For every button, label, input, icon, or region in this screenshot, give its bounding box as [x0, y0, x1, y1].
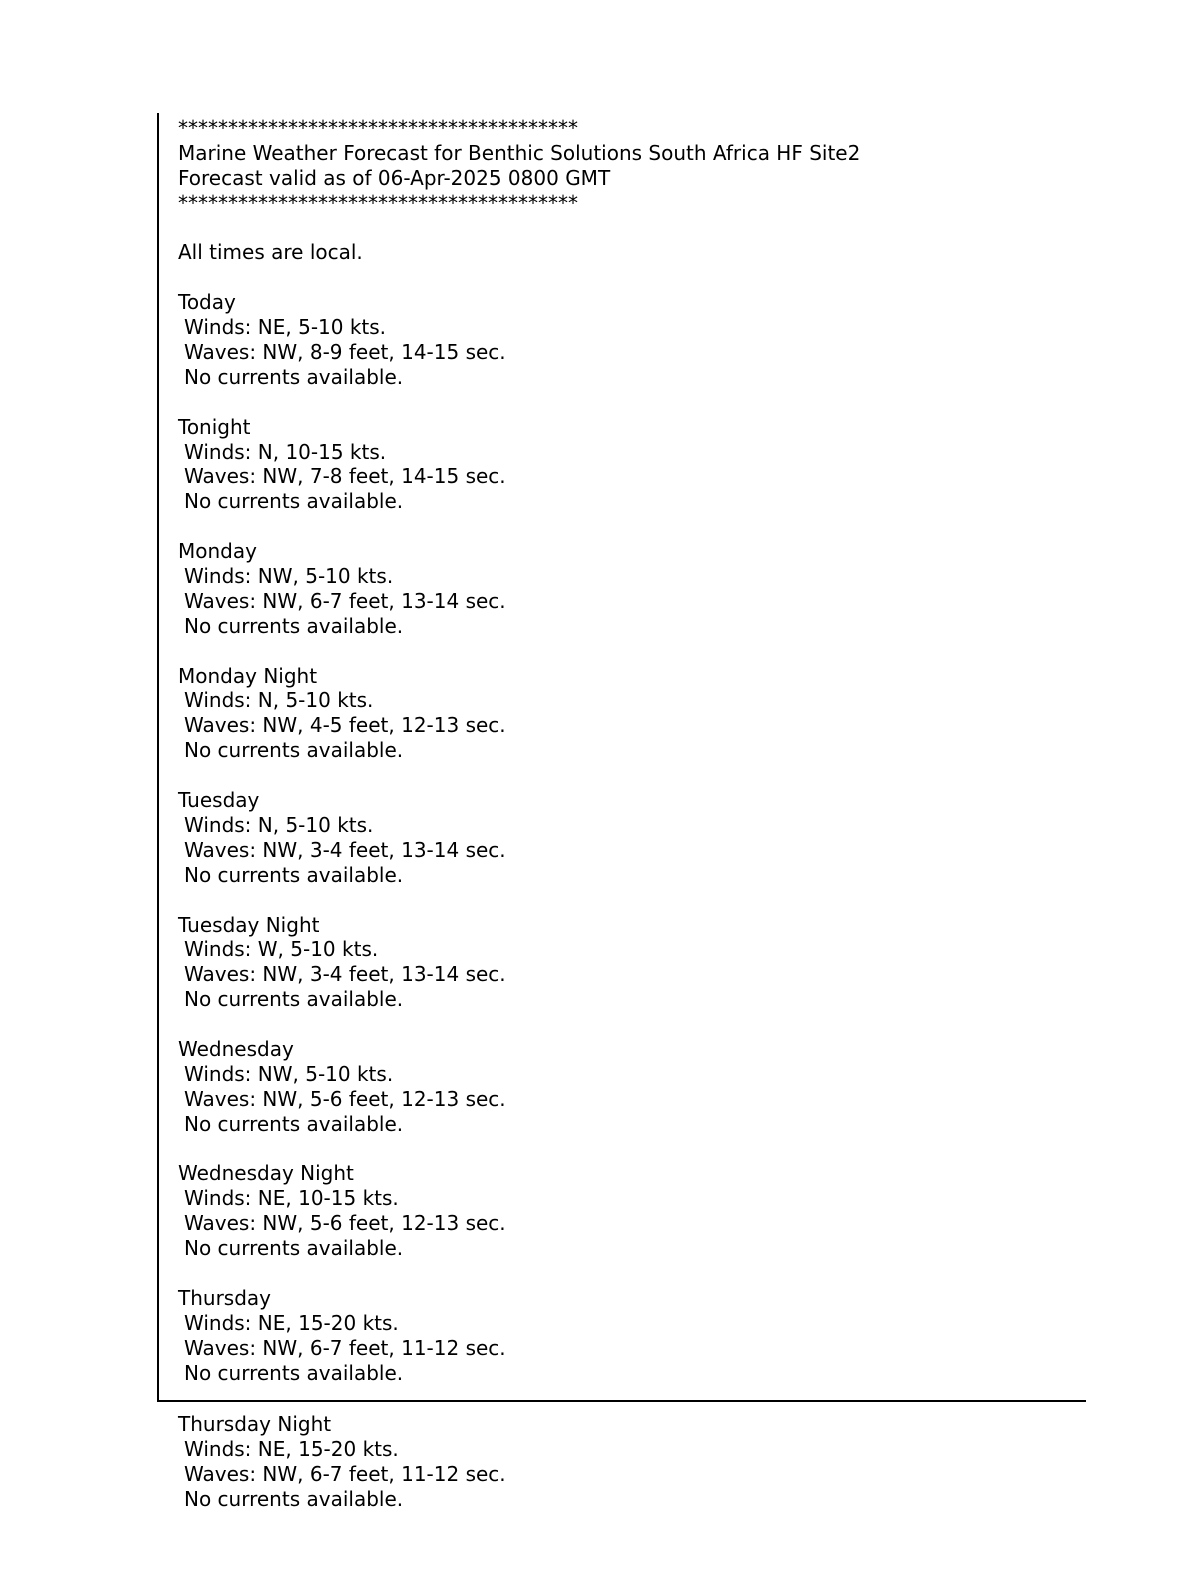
forecast-day-label: Wednesday — [178, 1036, 294, 1061]
forecast-section — [178, 788, 1086, 888]
forecast-waves: Waves: NW, 3-4 feet, 13-14 sec. — [184, 837, 506, 862]
forecast-winds: Winds: N, 5-10 kts. — [184, 812, 374, 837]
forecast-waves: Waves: NW, 6-7 feet, 11-12 sec. — [184, 1335, 506, 1360]
forecast-day-label: Thursday — [178, 1285, 271, 1310]
forecast-section — [178, 664, 1086, 764]
forecast-currents: No currents available. — [184, 489, 404, 514]
blank-line — [178, 265, 1086, 290]
forecast-waves: Waves: NW, 3-4 feet, 13-14 sec. — [184, 962, 506, 987]
forecast-sections-page2 — [178, 1412, 506, 1512]
times-note: All times are local. — [178, 240, 363, 265]
forecast-currents: No currents available. — [184, 613, 404, 638]
forecast-section — [178, 1286, 1086, 1386]
forecast-day-label: Monday — [178, 539, 257, 564]
forecast-currents: No currents available. — [184, 1360, 404, 1385]
forecast-waves: Waves: NW, 7-8 feet, 14-15 sec. — [184, 464, 506, 489]
forecast-currents: No currents available. — [184, 1111, 404, 1136]
forecast-day-label: Wednesday Night — [178, 1161, 354, 1186]
forecast-day-label: Monday Night — [178, 663, 318, 688]
forecast-section — [178, 913, 1086, 1013]
forecast-winds: Winds: NE, 15-20 kts. — [184, 1310, 399, 1335]
forecast-day-label: Today — [178, 290, 236, 315]
forecast-day-label: Thursday Night — [178, 1412, 332, 1436]
forecast-section — [178, 1037, 1086, 1137]
forecast-section — [178, 1161, 1086, 1261]
forecast-winds: Winds: NE, 15-20 kts. — [184, 1436, 399, 1461]
forecast-waves: Waves: NW, 6-7 feet, 13-14 sec. — [184, 588, 506, 613]
forecast-currents: No currents available. — [184, 1486, 404, 1511]
forecast-winds: Winds: NE, 5-10 kts. — [184, 315, 387, 340]
forecast-waves: Waves: NW, 8-9 feet, 14-15 sec. — [184, 340, 506, 365]
forecast-section — [178, 290, 1086, 390]
forecast-currents: No currents available. — [184, 738, 404, 763]
forecast-section — [178, 1412, 506, 1512]
forecast-day-label: Tuesday Night — [178, 912, 320, 937]
forecast-waves: Waves: NW, 6-7 feet, 11-12 sec. — [184, 1461, 506, 1486]
forecast-day-label: Tonight — [178, 414, 251, 439]
divider-top: **************************************** — [178, 116, 578, 140]
forecast-currents: No currents available. — [184, 1236, 404, 1261]
forecast-waves: Waves: NW, 5-6 feet, 12-13 sec. — [184, 1211, 506, 1236]
divider-bottom: **************************************** — [178, 190, 578, 215]
blank-line — [178, 216, 1086, 241]
forecast-sections-page1 — [178, 290, 1086, 1385]
forecast-waves: Waves: NW, 5-6 feet, 12-13 sec. — [184, 1086, 506, 1111]
forecast-winds: Winds: NW, 5-10 kts. — [184, 564, 394, 589]
forecast-winds: Winds: N, 10-15 kts. — [184, 439, 387, 464]
forecast-section — [178, 415, 1086, 515]
forecast-currents: No currents available. — [184, 364, 404, 389]
forecast-winds: Winds: N, 5-10 kts. — [184, 688, 374, 713]
forecast-waves: Waves: NW, 4-5 feet, 12-13 sec. — [184, 713, 506, 738]
document-valid-date: Forecast valid as of 06-Apr-2025 0800 GMT — [178, 165, 611, 190]
page-frame — [157, 113, 1086, 1402]
forecast-winds: Winds: NE, 10-15 kts. — [184, 1186, 399, 1211]
document-title: Marine Weather Forecast for Benthic Solutions South Africa HF Site2 — [178, 140, 861, 165]
forecast-section — [178, 539, 1086, 639]
forecast-currents: No currents available. — [184, 862, 404, 887]
forecast-currents: No currents available. — [184, 987, 404, 1012]
forecast-day-label: Tuesday — [178, 788, 260, 813]
forecast-winds: Winds: W, 5-10 kts. — [184, 937, 379, 962]
forecast-winds: Winds: NW, 5-10 kts. — [184, 1061, 394, 1086]
